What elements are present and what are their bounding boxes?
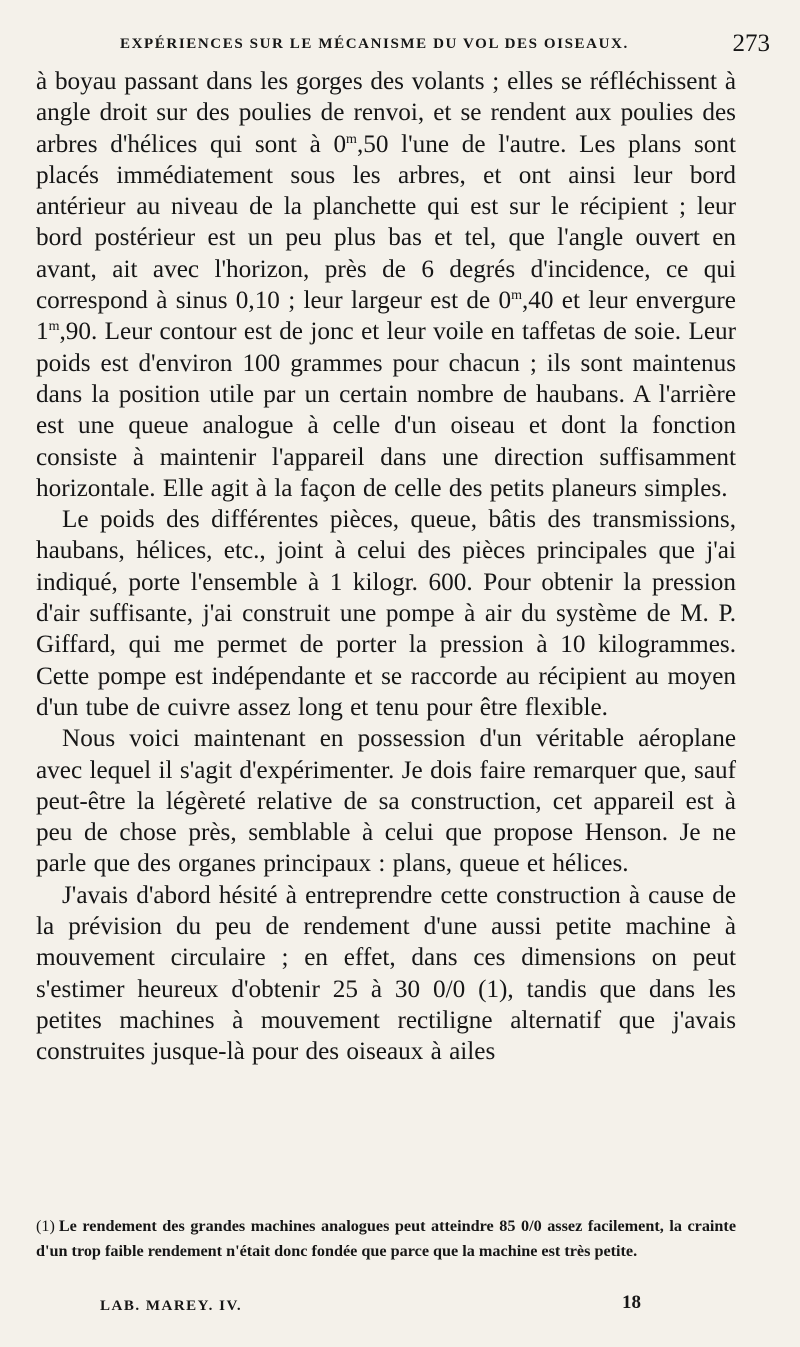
signature-number: 18 <box>622 1292 641 1313</box>
footnote-block <box>36 1214 736 1263</box>
paragraph-3: Nous voici maintenant en possession d'un véritable aéroplane avec lequel il s'agit d'expérimenter. Je dois faire remarquer que, sauf peut-être la légèreté relative de sa construction, cet appareil est à peu de chose près, semblable à celui que propose Henson. Je ne parle que des organes principaux : plans, queue et hélices. <box>36 725 736 878</box>
unit-superscript: m <box>346 131 357 147</box>
paragraph-2: Le poids des différentes pièces, queue, bâtis des transmissions, haubans, hélices, etc., joint à celui des pièces principales que j'ai indiqué, porte l'ensemble à 1 kilogr. 600. Pour obtenir la pression d'air suffisante, j'ai construit une pompe à air du système de M. P. Giffard, qui me permet de porter la pression à 10 kilogrammes. Cette pompe est indépendante et se raccorde au récipient au moyen d'un tube de cuivre assez long et tenu pour être flexible. <box>36 506 736 721</box>
paragraph-1-part-b: ,50 l'une de l'autre. Les plans sont placés immédiatement sous les arbres, et ont ainsi leur bord antérieur au niveau de la planchette qui est sur le récipient ; leur bord postérieur est un peu plus bas et tel, que l'angle ouvert en avant, ait avec l'horizon, près de 6 degrés d'incidence, ce qui correspond à sinus 0,10 ; leur largeur est de 0 <box>36 130 736 315</box>
footnote <box>36 1214 736 1263</box>
paragraph-4: J'avais d'abord hésité à entreprendre cette construction à cause de la prévision du peu de rendement d'une aussi petite machine à mouvement circulaire ; en effet, dans ces dimensions on peut s'estimer heureux d'obtenir 25 à 30 0/0 (1), tandis que dans les petites machines à mouvement rectiligne alternatif que j'avais construites jusque-là pour des oiseaux à ailes <box>36 881 736 1066</box>
paragraph-1 <box>36 66 736 504</box>
paragraph-1-part-c: ,40 et leur envergure 1 <box>36 287 736 346</box>
unit-superscript: m <box>48 319 60 335</box>
footnote-mark: (1) <box>36 1217 55 1235</box>
printer-signature: LAB. MAREY. IV. <box>100 1298 243 1314</box>
page-header <box>36 30 770 60</box>
paragraph-1-part-a: à boyau passant dans les gorges des volants ; elles se réfléchissent à angle droit sur des poulies de renvoi, et se rendent aux poulies des arbres d'hélices qui sont à 0 <box>36 68 736 158</box>
page-footer <box>36 1292 732 1320</box>
running-title: EXPÉRIENCES SUR LE MÉCANISME DU VOL DES OISEAUX. <box>120 36 629 52</box>
page-number: 273 <box>732 30 770 57</box>
paragraph-1-part-d: ,90. Leur contour est de jonc et leur voile en taffetas de soie. Leur poids est d'environ 100 grammes pour chacun ; ils sont maintenus dans la position utile par un certain nombre de haubans. A l'arrière est une queue analogue à celle d'un oiseau et dont la fonction consiste à maintenir l'appareil dans une direction suffisamment horizontale. Elle agit à la façon de celle des petits planeurs simples. <box>36 318 736 502</box>
body-text <box>36 66 736 1068</box>
unit-superscript: m <box>511 288 522 304</box>
footnote-text: Le rendement des grandes machines analogues peut atteindre 85 0/0 assez facilement, la crainte d'un trop faible rendement n'était donc fondée que parce que la machine est très petite. <box>36 1217 736 1260</box>
